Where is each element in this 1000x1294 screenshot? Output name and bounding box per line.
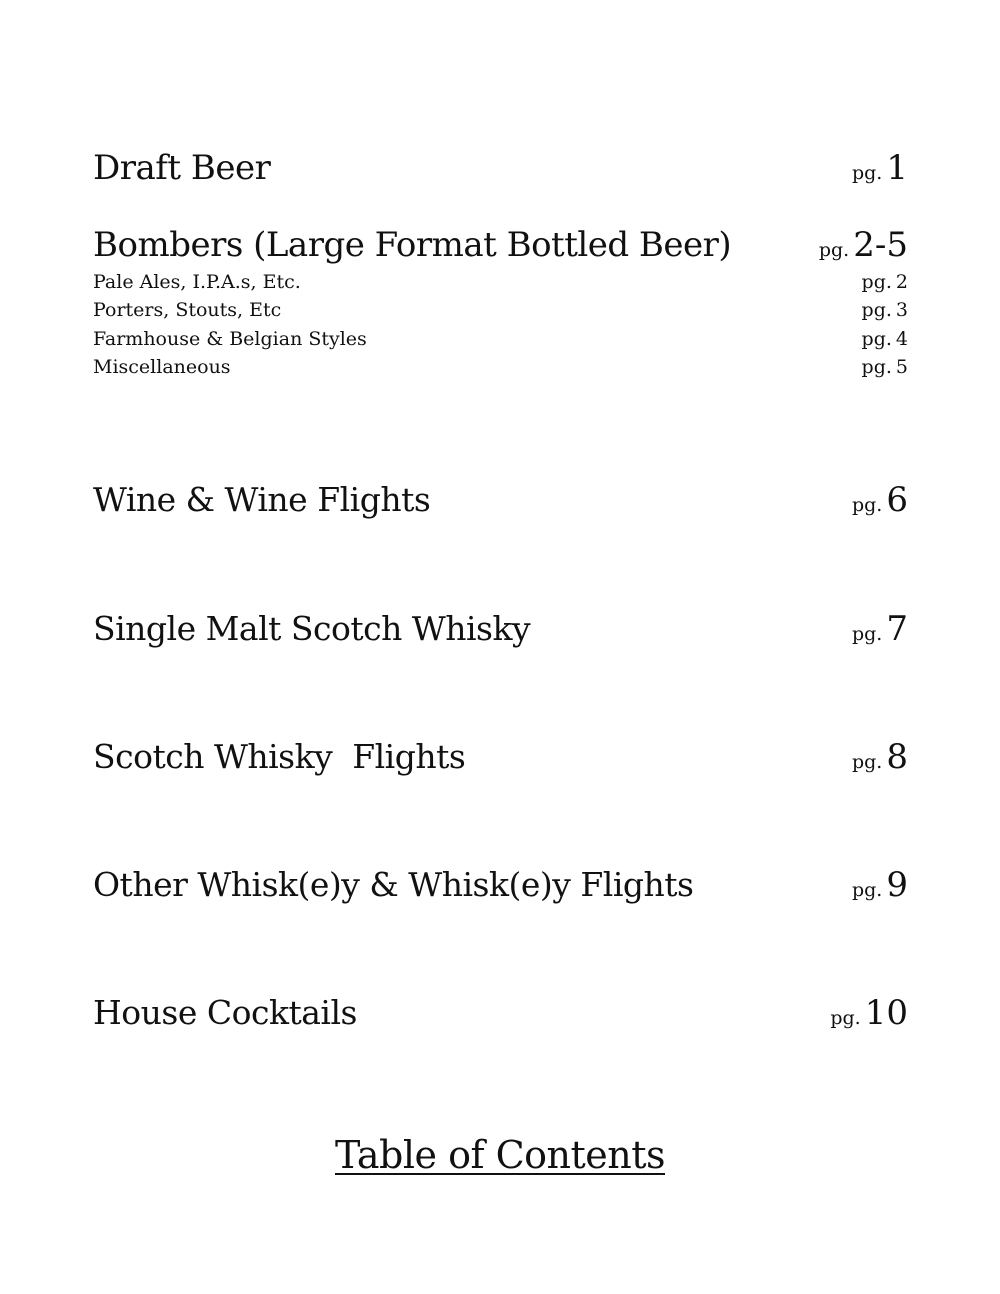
subentry-title: Miscellaneous (93, 356, 231, 378)
page-prefix: pg. (851, 623, 883, 645)
subentry-page (862, 271, 908, 293)
entry-page (830, 993, 908, 1033)
page-number: 3 (895, 299, 908, 321)
entry-title: Wine & Wine Flights (93, 480, 431, 519)
page-prefix: pg. (851, 751, 883, 773)
page-prefix: pg. (861, 328, 892, 350)
page-number: 1 (886, 148, 908, 188)
page-prefix: pg. (861, 271, 892, 293)
toc-entry-wine (93, 480, 908, 520)
toc-entry-draft-beer (93, 148, 908, 188)
subentry-title: Farmhouse & Belgian Styles (93, 328, 367, 350)
page-prefix: pg. (851, 879, 883, 901)
page-number: 2-5 (853, 225, 908, 265)
entry-title: Bombers (Large Format Bottled Beer) (93, 225, 732, 265)
page-prefix: pg. (851, 494, 883, 516)
page-prefix: pg. (861, 356, 892, 378)
entry-title: Draft Beer (93, 148, 271, 188)
toc-entry-other-whiskey (93, 865, 908, 905)
page-title (0, 1133, 1000, 1177)
page-number: 9 (886, 865, 908, 905)
page-number: 6 (886, 480, 908, 520)
entry-title: House Cocktails (93, 993, 357, 1032)
toc-entry-house-cocktails (93, 993, 908, 1033)
toc-entry-single-malt (93, 609, 908, 649)
page-prefix: pg. (818, 239, 850, 261)
page-number: 2 (895, 271, 908, 293)
entry-page (852, 148, 908, 188)
page-title-text: Table of Contents (334, 1133, 666, 1177)
page-number: 8 (886, 737, 908, 777)
page-number: 4 (895, 328, 908, 350)
subentry-title: Pale Ales, I.P.A.s, Etc. (93, 271, 301, 293)
toc-entry-bombers (93, 225, 908, 265)
toc-subentry-miscellaneous (93, 356, 908, 378)
page-number: 10 (864, 993, 908, 1033)
page-number: 5 (895, 356, 908, 378)
toc-entry-scotch-flights (93, 737, 908, 777)
entry-title: Other Whisk(e)y & Whisk(e)y Flights (93, 865, 694, 904)
page-prefix: pg. (851, 162, 883, 184)
subentry-page (862, 356, 908, 378)
page-number: 7 (886, 609, 908, 649)
entry-title: Scotch Whisky Flights (93, 737, 466, 776)
entry-page (852, 480, 908, 520)
subentry-page (862, 328, 908, 350)
toc-subentry-pale-ales (93, 271, 908, 293)
entry-page (852, 865, 908, 905)
toc-subentry-farmhouse (93, 328, 908, 350)
entry-page (819, 225, 908, 265)
entry-page (852, 609, 908, 649)
subentry-title: Porters, Stouts, Etc (93, 299, 282, 321)
toc-subentry-porters (93, 299, 908, 321)
entry-page (852, 737, 908, 777)
entry-title: Single Malt Scotch Whisky (93, 609, 531, 648)
subentry-page (862, 299, 908, 321)
page-prefix: pg. (861, 299, 892, 321)
page-prefix: pg. (830, 1007, 861, 1029)
